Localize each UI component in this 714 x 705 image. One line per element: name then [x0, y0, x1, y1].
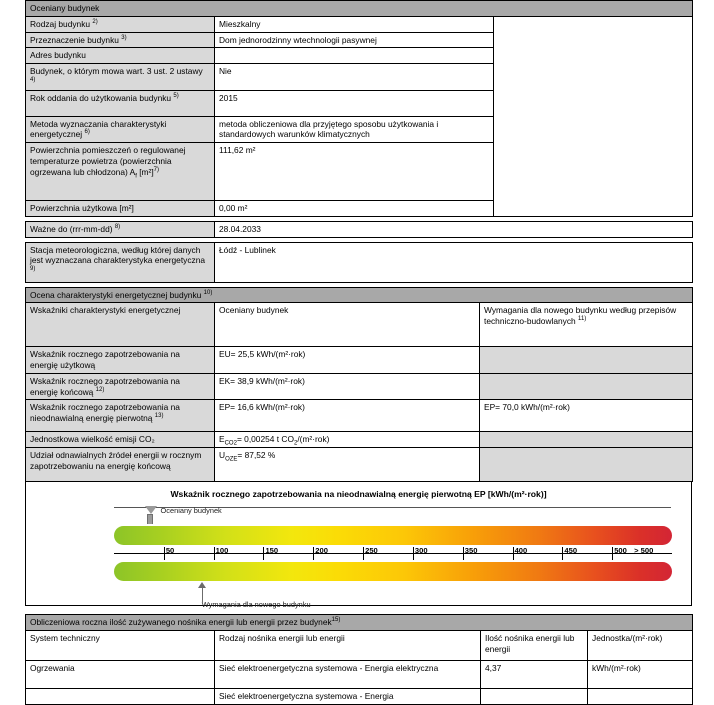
energy-col-header-indicators: Wskaźniki charakterystyki energetycznej [26, 303, 215, 347]
row-value-budynek-art3: Nie [215, 64, 494, 91]
row-value-adres-budynku [215, 48, 494, 64]
row-label-metoda-wyznaczania: Metoda wyznaczania charakterystyki energetycznej $^{6)}$ [26, 116, 215, 143]
ep-scale-chart [25, 482, 692, 609]
building-section-header [26, 1, 693, 17]
axis-tick-label: 350 [464, 546, 478, 555]
building-side-blank [494, 16, 693, 216]
row-value-rok-oddania: 2015 [215, 90, 494, 116]
energy-row-label-ep: Wskaźnik rocznego zapotrzebowania na nieodnawialną energię pierwotną $^{13)}$ [26, 400, 215, 432]
carrier-row-unit-ogrzewania: kWh/(m²·rok) [588, 660, 693, 688]
table-row [26, 688, 693, 704]
table-row [26, 221, 693, 237]
carrier-row-type-ogrzewania: Sieć elektroenergetyczna systemowa - Energia elektryczna [215, 660, 481, 688]
chart-title: Wskaźnik rocznego zapotrzebowania na nieodnawialną energię pierwotną EP [kWh/(m²·rok)] [170, 489, 547, 499]
row-label-powierzchnia-regulowana: Powierzchnia pomieszczeń o regulowanej temperaturze powietrza (powierzchnia ogrzewana lub chłodzona) $A_f$ $[m^2]^{7)}$ [26, 143, 215, 201]
energy-col-header-assessed: Oceniany budynek [215, 303, 480, 347]
axis-tick-label: 50 [165, 546, 175, 555]
validity-table [25, 221, 693, 238]
energy-row-assessed-eu: EU= 25,5 kWh/(m²·rok) [215, 347, 480, 374]
axis-tick-label: 150 [265, 546, 279, 555]
carrier-col-header-system: System techniczny [26, 630, 215, 660]
energy-row-required-oze [480, 448, 693, 482]
row-value-metoda-wyznaczania: metoda obliczeniowa dla przyjętego sposobu użytkowania i standardowych warunków klimatycznych [215, 116, 494, 143]
energy-row-required-ek [480, 373, 693, 400]
axis-overflow-label: > 500 [634, 546, 654, 555]
carrier-row-unit-partial [588, 688, 693, 704]
carrier-col-header-amount: Ilość nośnika energii lub energii [481, 630, 588, 660]
building-table [25, 0, 693, 217]
row-value-wazne-do: 28.04.2033 [215, 221, 693, 237]
energy-row-required-co2 [480, 432, 693, 448]
energy-row-assessed-oze: $U_{OZE}= 87,52$ % [215, 448, 480, 482]
gradient-bar-bottom [114, 562, 672, 581]
carrier-table [25, 614, 693, 705]
axis-tick-label: 500 [614, 546, 627, 555]
carrier-row-amount-ogrzewania: 4,37 [481, 660, 588, 688]
energy-section-header [26, 287, 693, 303]
table-row [26, 432, 693, 448]
row-label-rodzaj-budynku: Rodzaj budynku $^{2)}$ [26, 16, 215, 32]
row-value-przeznaczenie-budynku: Dom jednorodzinny wtechnologii pasywnej [215, 32, 494, 48]
energy-row-label-eu: Wskaźnik rocznego zapotrzebowania na energię użytkową [26, 347, 215, 374]
marker-assessed-building [145, 506, 156, 524]
marker-required-new-building [198, 582, 207, 602]
axis-tick-label: 300 [414, 546, 428, 555]
chart-scale-area [114, 506, 672, 609]
row-label-adres-budynku: Adres budynku [26, 48, 215, 64]
energy-row-label-oze: Udział odnawialnych źródeł energii w rocznym zapotrzebowaniu na energię końcową [26, 448, 215, 482]
building-section-header-label: Oceniany budynek [26, 1, 693, 17]
row-value-rodzaj-budynku: Mieszkalny [215, 16, 494, 32]
energy-row-assessed-ek: EK= 38,9 kWh/(m²·rok) [215, 373, 480, 400]
axis-tick-label: 200 [315, 546, 328, 555]
axis-line [114, 553, 672, 554]
energy-row-assessed-co2: $E_{CO2}= 0,00254$ t $CO_2/(m^2\cdot rok)$ [215, 432, 480, 448]
table-row [26, 373, 693, 400]
row-label-powierzchnia-uzytkowa: Powierzchnia użytkowa [m²] [26, 201, 215, 217]
arrow-shaft [147, 514, 153, 524]
row-label-przeznaczenie-budynku: Przeznaczenie budynku $^{3)}$ [26, 32, 215, 48]
axis-tick-label: 450 [564, 546, 578, 555]
energy-table [25, 287, 693, 483]
carrier-section-header [26, 615, 693, 631]
carrier-section-header-label: Obliczeniowa roczna ilość zużywanego nośnika energii lub energii przez budynek$^{15)}$ [26, 615, 693, 631]
carrier-row-system-ogrzewania: Ogrzewania [26, 660, 215, 688]
table-row [26, 660, 693, 688]
row-value-powierzchnia-regulowana: 111,62 m² [215, 143, 494, 201]
row-value-stacja-meteo: Łódź - Lublinek [215, 242, 693, 282]
row-label-budynek-art3: Budynek, o którym mowa wart. 3 ust. 2 ustawy $^{4)}$ [26, 64, 215, 91]
axis-tick-label: 100 [215, 546, 229, 555]
station-table [25, 242, 693, 283]
spacer [0, 606, 714, 614]
carrier-row-amount-partial [481, 688, 588, 704]
table-row [26, 448, 693, 482]
table-row [26, 242, 693, 282]
table-row [26, 16, 693, 32]
energy-row-label-ek: Wskaźnik rocznego zapotrzebowania na energię końcową $^{12)}$ [26, 373, 215, 400]
energy-row-label-co2: Jednostkowa wielkość emisji CO₂ [26, 432, 215, 448]
row-label-wazne-do: Ważne do (rrr-mm-dd) $^{8)}$ [26, 221, 215, 237]
marker-required-new-building-label: Wymagania dla nowego budynku [201, 600, 311, 609]
energy-table-header-row [26, 303, 693, 347]
axis-tick-label: 250 [365, 546, 378, 555]
energy-row-required-eu [480, 347, 693, 374]
row-label-stacja-meteo: Stacja meteorologiczna, według której danych jest wyznaczana charakterystyka energetyczna $^{9)}$ [26, 242, 215, 282]
energy-col-header-required: Wymagania dla nowego budynku według przepisów techniczno-budowlanych $^{11)}$ [480, 303, 693, 347]
carrier-col-header-unit: Jednostka/(m²·rok) [588, 630, 693, 660]
energy-row-required-ep: EP= 70,0 kWh/(m²·rok) [480, 400, 693, 432]
table-row [26, 347, 693, 374]
marker-assessed-building-label: Oceniany budynek [160, 506, 222, 515]
row-value-powierzchnia-uzytkowa: 0,00 m² [215, 201, 494, 217]
table-row [26, 400, 693, 432]
energy-section-header-label: Ocena charakterystyki energetycznej budynku $^{10)}$ [26, 287, 693, 303]
axis-tick-label: 400 [514, 546, 528, 555]
carrier-col-header-type: Rodzaj nośnika energii lub energii [215, 630, 481, 660]
energy-row-assessed-ep: EP= 16,6 kWh/(m²·rok) [215, 400, 480, 432]
carrier-row-type-partial: Sieć elektroenergetyczna systemowa - Energia [215, 688, 481, 704]
carrier-row-system-partial [26, 688, 215, 704]
chart-axis [114, 545, 672, 562]
arrow-down-icon [145, 506, 157, 514]
carrier-table-header-row [26, 630, 693, 660]
row-label-rok-oddania: Rok oddania do użytkowania budynku $^{5)}$ [26, 90, 215, 116]
gradient-bar-top [114, 526, 672, 545]
